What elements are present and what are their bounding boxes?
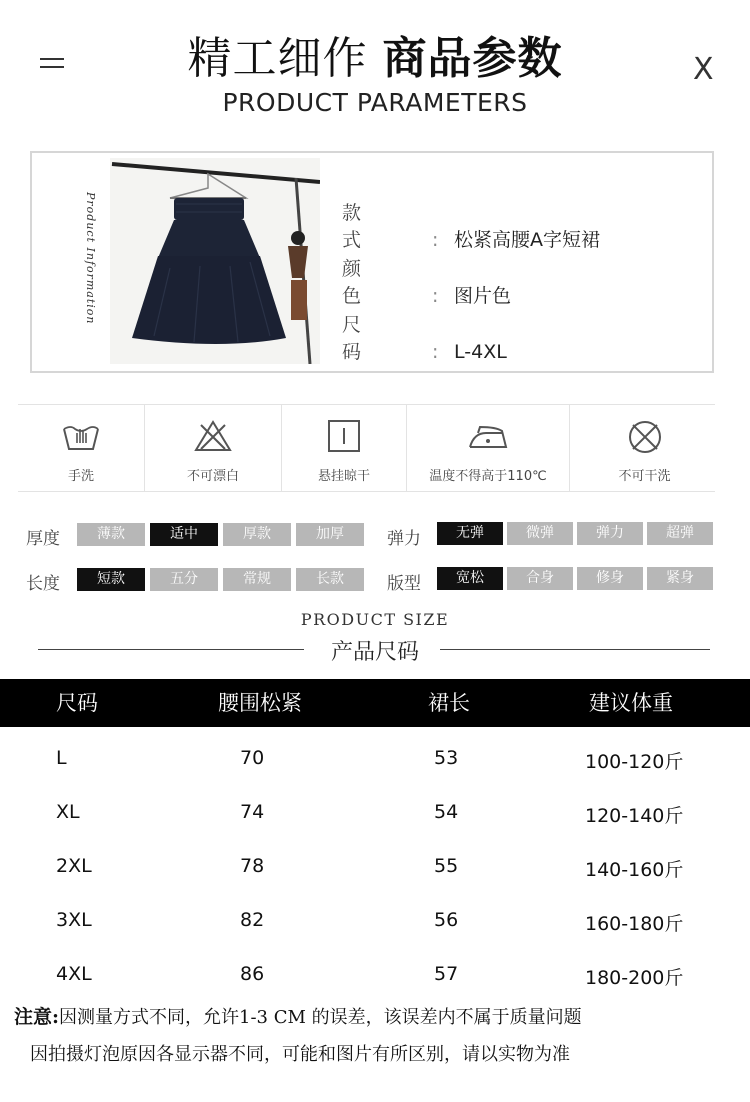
- no-dry-clean-icon: [626, 419, 664, 455]
- table-cell: 100-120斤: [585, 751, 684, 773]
- product-information-text: Product Information: [84, 192, 97, 325]
- product-photo: [110, 158, 320, 364]
- size-title-cn: 产品尺码: [330, 640, 419, 665]
- care-instructions: [18, 404, 715, 492]
- page-subtitle: PRODUCT PARAMETERS: [222, 88, 528, 117]
- title-thin: 精工细作: [187, 33, 368, 84]
- param-colon: :: [432, 285, 439, 307]
- table-cell: 3XL: [56, 909, 92, 931]
- param-colon: :: [432, 229, 439, 251]
- divider: [440, 649, 710, 650]
- table-cell: 70: [240, 747, 265, 769]
- table-cell: XL: [56, 801, 80, 823]
- option-chip: 无弹: [437, 522, 503, 545]
- table-cell: 4XL: [56, 963, 92, 985]
- table-cell: 160-180斤: [585, 913, 684, 935]
- care-item-no-dry-clean: [570, 405, 719, 491]
- option-chip: 长款: [296, 568, 364, 591]
- table-cell: 56: [434, 909, 459, 931]
- size-table-header: [0, 679, 750, 727]
- param-colon: :: [432, 341, 439, 363]
- option-chip: 紧身: [647, 567, 713, 590]
- option-chip: 超弹: [647, 522, 713, 545]
- table-cell: 57: [434, 963, 459, 985]
- care-item-hang-dry: [282, 405, 407, 491]
- param-label: 款式: [342, 202, 390, 251]
- option-chip: 薄款: [77, 523, 145, 546]
- table-cell: 86: [240, 963, 265, 985]
- table-cell: 53: [434, 747, 459, 769]
- param-label: 尺码: [342, 314, 390, 363]
- elasticity-label: 弹力: [387, 529, 421, 549]
- table-cell: 180-200斤: [585, 967, 684, 989]
- no-bleach-icon: [193, 419, 233, 453]
- note-text: 因测量方式不同，允许1-3 CM 的误差，该误差内不属于质量问题: [59, 1007, 582, 1028]
- header-length: 裙长: [428, 691, 470, 715]
- note-label: 注意:: [14, 1006, 60, 1028]
- param-value: 松紧高腰A字短裙: [454, 229, 600, 251]
- care-label: 不可漂白: [186, 469, 239, 484]
- table-cell: L: [56, 747, 67, 769]
- table-cell: 74: [240, 801, 265, 823]
- option-chip: 合身: [507, 567, 573, 590]
- title-bold: 商品参数: [382, 33, 563, 84]
- option-chip: 常规: [223, 568, 291, 591]
- option-chip: 适中: [150, 523, 218, 546]
- param-value: 图片色: [454, 285, 512, 307]
- option-chip: 五分: [150, 568, 218, 591]
- care-label: 温度不得高于110℃: [429, 469, 547, 484]
- table-cell: 140-160斤: [585, 859, 684, 881]
- option-chip: 修身: [577, 567, 643, 590]
- param-row-size: [342, 310, 507, 364]
- table-cell: 120-140斤: [585, 805, 684, 827]
- close-icon[interactable]: X: [693, 52, 714, 87]
- hand-wash-icon: [61, 419, 101, 453]
- note-line-2: 因拍摄灯泡原因各显示器不同，可能和图片有所区别，请以实物为准: [30, 1044, 570, 1065]
- header-size: 尺码: [56, 691, 98, 715]
- table-cell: 54: [434, 801, 459, 823]
- note-line-1: [14, 1002, 582, 1029]
- header-waist: 腰围松紧: [218, 691, 302, 715]
- option-chip: 宽松: [437, 567, 503, 590]
- param-value: L-4XL: [454, 341, 507, 363]
- param-row-style: [342, 198, 600, 252]
- header-weight: 建议体重: [589, 691, 673, 715]
- length-label: 长度: [26, 574, 60, 594]
- option-chip: 厚款: [223, 523, 291, 546]
- hang-dry-icon: [326, 419, 362, 453]
- care-label: 悬挂晾干: [317, 469, 370, 484]
- care-label: 手洗: [67, 469, 94, 484]
- care-item-no-bleach: [145, 405, 282, 491]
- thickness-label: 厚度: [26, 529, 60, 549]
- table-cell: 55: [434, 855, 459, 877]
- param-label: 颜色: [342, 258, 390, 307]
- size-title-en: PRODUCT SIZE: [300, 610, 450, 629]
- care-item-hand-wash: [18, 405, 145, 491]
- care-item-iron: [407, 405, 570, 491]
- page-title: [0, 22, 750, 86]
- fit-label: 版型: [387, 574, 421, 594]
- table-cell: 82: [240, 909, 265, 931]
- param-row-color: [342, 254, 511, 308]
- option-chip: 弹力: [577, 522, 643, 545]
- option-chip: 短款: [77, 568, 145, 591]
- table-cell: 2XL: [56, 855, 92, 877]
- care-label: 不可干洗: [618, 469, 671, 484]
- option-chip: 微弹: [507, 522, 573, 545]
- option-chip: 加厚: [296, 523, 364, 546]
- table-cell: 78: [240, 855, 265, 877]
- iron-temperature-icon: [466, 419, 510, 453]
